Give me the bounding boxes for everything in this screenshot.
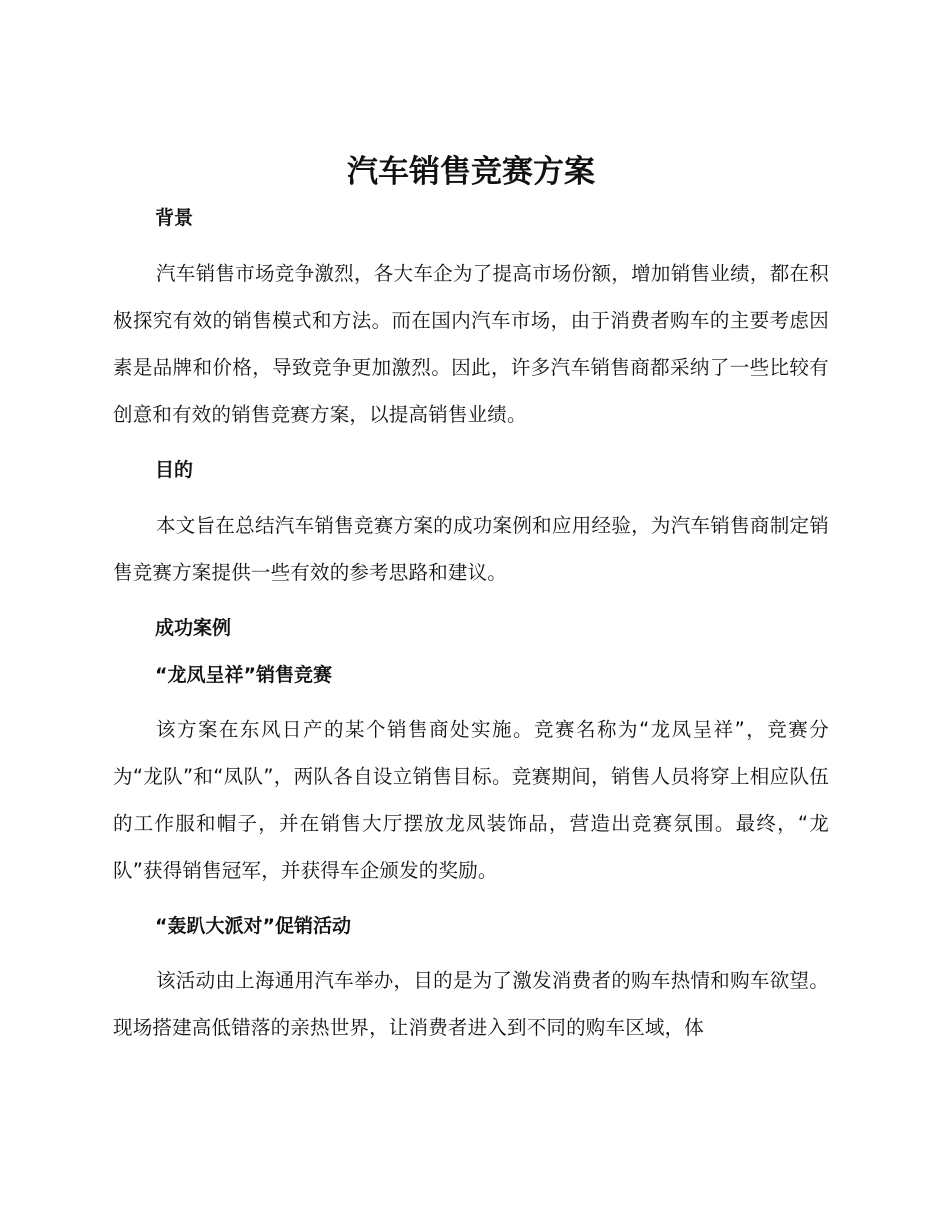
- case-heading-party: “轰趴大派对”促销活动: [155, 915, 351, 937]
- section-heading-cases: 成功案例: [155, 617, 232, 639]
- section-heading-background: 背景: [155, 207, 194, 229]
- case-heading-dragon-phoenix: “龙凤呈祥”销售竞赛: [155, 664, 332, 686]
- case-paragraph-dragon-phoenix: 该方案在东风日产的某个销售商处实施。竞赛名称为“龙凤呈祥”，竞赛分为“龙队”和“凤队”，两队各自设立销售目标。竞赛期间，销售人员将穿上相应队伍的工作服和帽子，并在销售大厅摆放龙凤装饰品，营造出竞赛氛围。最终，“龙队”获得销售冠军，并获得车企颁发的奖励。: [113, 718, 829, 882]
- document-body: [113, 150, 829, 1051]
- document-title: 汽车销售竞赛方案: [347, 154, 595, 190]
- case-paragraph-party: 该活动由上海通用汽车举办，目的是为了激发消费者的购车热情和购车欲望。现场搭建高低错落的亲热世界，让消费者进入到不同的购车区域，体: [113, 969, 829, 1039]
- purpose-paragraph: 本文旨在总结汽车销售竞赛方案的成功案例和应用经验，为汽车销售商制定销售竞赛方案提供一些有效的参考思路和建议。: [113, 514, 829, 584]
- background-paragraph: 汽车销售市场竞争激烈，各大车企为了提高市场份额，增加销售业绩，都在积极探究有效的销售模式和方法。而在国内汽车市场，由于消费者购车的主要考虑因素是品牌和价格，导致竞争更加激烈。因此，许多汽车销售商都采纳了一些比较有创意和有效的销售竞赛方案，以提高销售业绩。: [113, 262, 829, 426]
- section-heading-purpose: 目的: [155, 459, 194, 481]
